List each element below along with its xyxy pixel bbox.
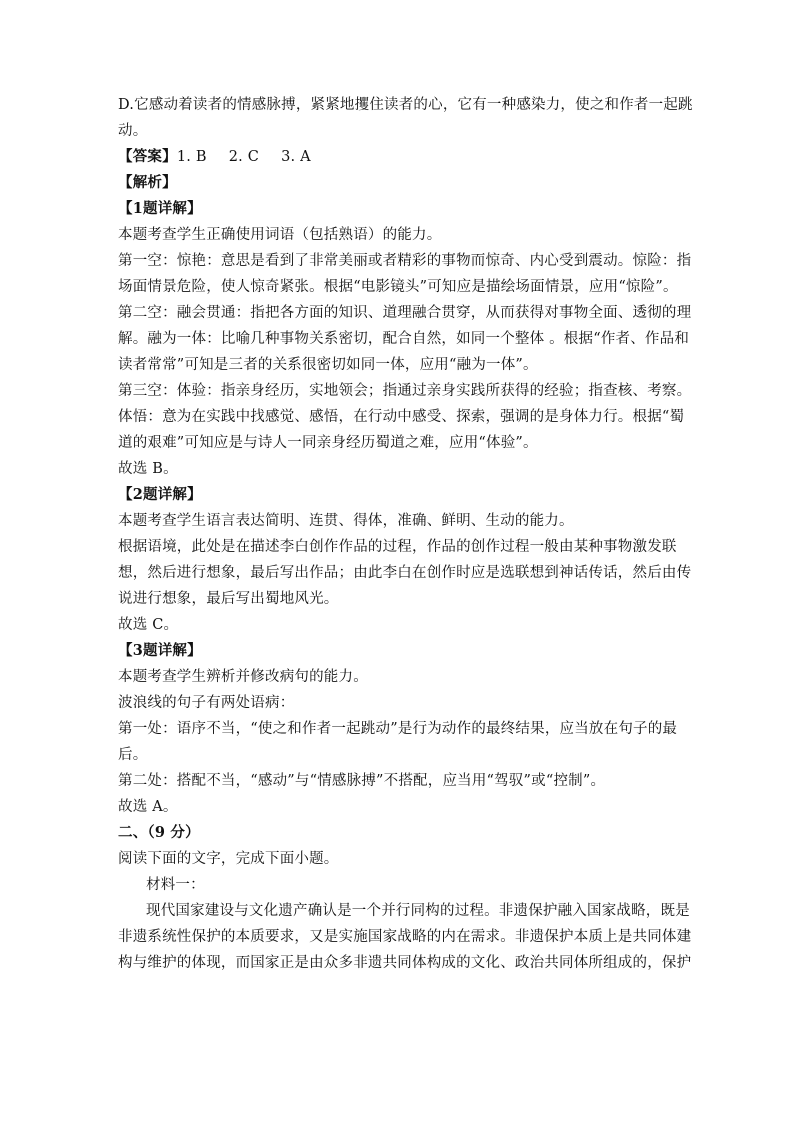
q1-blank2-line-1: 第二空：融会贯通：指把各方面的知识、道理融合贯穿，从而获得对事物全面、透彻的理 <box>118 305 692 321</box>
answer-line <box>118 144 678 170</box>
material-one-line-3: 构与维护的体现，而国家正是由众多非遗共同体构成的文化、政治共同体所组成的，保护 <box>118 955 692 971</box>
answer-heading: 【答案】 <box>118 148 177 165</box>
q2-intro: 本题考查学生语言表达简明、连贯、得体，准确、鲜明、生动的能力。 <box>118 513 574 529</box>
material-one-label: 材料一： <box>146 877 205 893</box>
q1-detail-heading: 【1题详解】 <box>118 200 202 217</box>
q1-blank1-line-2: 场面情景危险，使人惊奇紧张。根据“电影镜头”可知应是描绘场面情景，应用“惊险”。 <box>118 279 678 295</box>
q3-point1-line-2: 后。 <box>118 747 148 763</box>
q2-body-line-2: 想，然后进行想象，最后写出作品；由此李白在创作时应是选联想到神话传话，然后由传 <box>118 565 692 581</box>
q3-intro: 本题考查学生辨析并修改病句的能力。 <box>118 669 368 685</box>
q2-detail-heading: 【2题详解】 <box>118 486 202 503</box>
document-page <box>118 92 693 976</box>
q3-body-line-1: 波浪线的句子有两处语病： <box>118 695 295 711</box>
material-one-line-2: 非遗系统性保护的本质要求，又是实施国家战略的内在需求。非遗保护本质上是共同体建 <box>118 929 692 945</box>
q2-body-line-3: 说进行想象，最后写出蜀地风光。 <box>118 591 339 607</box>
q1-blank3-line-3: 道的艰难”可知应是与诗人一同亲身经历蜀道之难，应用“体验”。 <box>118 435 538 451</box>
q2-body-line-1: 根据语境，此处是在描述李白创作作品的过程，作品的创作过程一般由某种事物激发联 <box>118 539 677 555</box>
section-two-heading: 二、（9 分） <box>118 824 200 841</box>
q1-blank1-line-1: 第一空：惊艳：意思是看到了非常美丽或者精彩的事物而惊奇、内心受到震动。惊险：指 <box>118 253 692 269</box>
material-one-line-1: 现代国家建设与文化遗产确认是一个并行同构的过程。非遗保护融入国家战略，既是 <box>146 903 690 919</box>
answer-1: 1. B <box>176 149 207 165</box>
option-d-line-2: 动。 <box>118 123 148 139</box>
option-d-line-1: D.它感动着读者的情感脉搏，紧紧地攫住读者的心，它有一种感染力，使之和作者一起跳 <box>118 97 693 113</box>
q1-blank2-line-3: 读者常常”可知是三者的关系很密切如同一体，应用“融为一体”。 <box>118 357 538 373</box>
answer-3: 3. A <box>281 149 311 165</box>
analysis-heading: 【解析】 <box>118 174 177 191</box>
q1-choice: 故选 B。 <box>118 461 178 477</box>
q1-intro: 本题考查学生正确使用词语（包括熟语）的能力。 <box>118 227 442 243</box>
q3-point1-line-1: 第一处：语序不当，“使之和作者一起跳动”是行为动作的最终结果，应当放在句子的最 <box>118 721 678 737</box>
q3-point2: 第二处：搭配不当，“感动”与“情感脉搏”不搭配，应当用“驾驭”或“控制”。 <box>118 773 606 789</box>
q3-choice: 故选 A。 <box>118 799 178 815</box>
q2-choice: 故选 C。 <box>118 617 179 633</box>
q1-blank3-line-1: 第三空：体验：指亲身经历，实地领会；指通过亲身实践所获得的经验；指查核、考察。 <box>118 383 692 399</box>
q3-detail-heading: 【3题详解】 <box>118 642 202 659</box>
q1-blank2-line-2: 解。融为一体：比喻几种事物关系密切，配合自然，如同一个整体 。根据“作者、作品和 <box>118 331 690 347</box>
answer-2: 2. C <box>228 149 260 165</box>
reading-instruction: 阅读下面的文字，完成下面小题。 <box>118 851 339 867</box>
q1-blank3-line-2: 体悟：意为在实践中找感觉、感悟，在行动中感受、探索，强调的是身体力行。根据“蜀 <box>118 409 685 425</box>
